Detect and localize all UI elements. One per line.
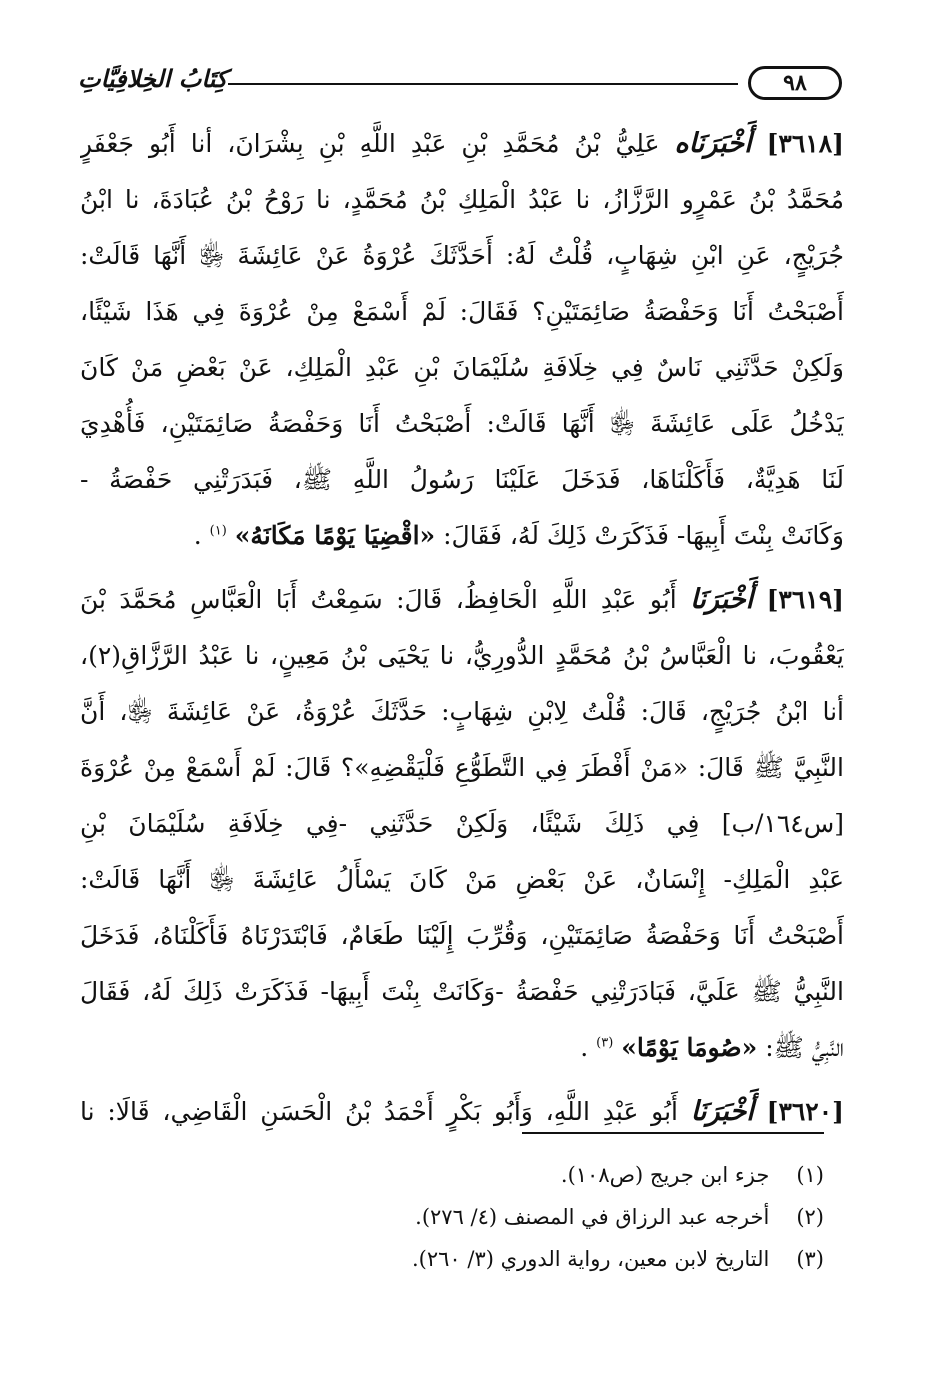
text-line: أَصْبَحْتُ أَنَا وَحَفْصَةُ صَائِمَتَيْنِ، وَقُرِّبَ إِلَيْنَا طَعَامٌ، فَابْتَدَرْنَاهُ فَأَكَلْنَاهُ، فَدَخَلَ [80, 921, 844, 950]
footnote-text: جزء ابن جريج (ص١٠٨). [560, 1163, 770, 1187]
footnote-rule [522, 1132, 824, 1134]
text-line: أَصْبَحْتُ أَنَا وَحَفْصَةُ صَائِمَتَيْنِ؟ فَقَالَ: لَمْ أَسْمَعْ مِنْ عُرْوَةَ فِي هَذَا شَيْئًا، [80, 297, 844, 326]
akhbarana-keyword: أَخْبَرَنَاه [674, 128, 752, 159]
text-line: يَعْقُوبَ، نا الْعَبَّاسُ بْنُ مُحَمَّدٍ الدُّورِيُّ، نا يَحْيَى بْنُ مَعِينٍ، نا عَبْدُ الرَّزَّاقِ(٢)، [80, 641, 844, 670]
hadith-paragraph-3619 [80, 572, 844, 1076]
text-line: عَبْدِ الْمَلِكِ- إِنْسَانٌ، عَنْ بَعْضِ مَنْ كَانَ يَسْأَلُ عَائِشَةَ ﵂ أَنَّهَا قَالَتْ: [80, 865, 844, 894]
line-text: وَكَانَتْ بِنْتَ أَبِيهَا- فَذَكَرَتْ ذَلِكَ لَهُ، فَقَالَ: [435, 521, 844, 550]
line-text: . [580, 1033, 589, 1062]
line-text: عَلِيُّ بْنُ مُحَمَّدِ بْنِ عَبْدِ اللَّهِ بْنِ بِشْرَانَ، أنا أَبُو جَعْفَرٍ [80, 129, 660, 158]
text-line [80, 572, 844, 628]
footnote-item [184, 1196, 824, 1238]
line-text: أَبُو عَبْدِ اللَّهِ الْحَافِظُ، قَالَ: سَمِعْتُ أَبَا الْعَبَّاسِ مُحَمَّدَ بْنَ [80, 585, 677, 614]
footnote-number: (١) [796, 1163, 824, 1187]
footnote-ref: (٣) [596, 1035, 614, 1051]
text-line: وَلَكِنْ حَدَّثَنِي نَاسٌ فِي خِلَافَةِ سُلَيْمَانَ بْنِ عَبْدِ الْمَلِكِ، عَنْ بَعْضِ مَنْ كَانَ [80, 353, 844, 382]
footnote-item [184, 1154, 824, 1196]
hadith-quote: «صُومَا يَوْمًا» [621, 1033, 758, 1062]
page-number: ٩٨ [783, 70, 807, 96]
footnote-number: (٢) [796, 1205, 824, 1229]
line-text: أَبُو عَبْدِ اللَّهِ، وَأَبُو بَكْرٍ أَحْمَدُ بْنُ الْحَسَنِ الْقَاضِي، قَالَا: نا [80, 1097, 678, 1126]
hadith-paragraph-3618 [80, 116, 844, 564]
hadith-quote: «اقْضِيَا يَوْمًا مَكَانَهُ» [234, 521, 436, 550]
footnotes [184, 1154, 824, 1280]
line-text: . [193, 521, 202, 550]
footnote-ref: (١) [209, 523, 227, 539]
text-line [80, 1020, 844, 1076]
hadith-number: [٣٦١٨] [766, 129, 844, 158]
text-line [80, 508, 844, 564]
text-line: النَّبِيَّ ﷺ قَالَ: «مَنْ أَفْطَرَ فِي التَّطَوُّعِ فَلْيَقْضِهِ»؟ قَالَ: لَمْ أَسْمَعْ مِنْ عُرْوَةَ [80, 753, 844, 782]
page-header [78, 62, 842, 106]
text-line: لَنَا هَدِيَّةٌ، فَأَكَلْنَاهَا، فَدَخَلَ عَلَيْنَا رَسُولُ اللَّهِ ﷺ، فَبَدَرَتْنِي حَفْصَةُ - [80, 465, 844, 494]
footnote-text: التاريخ لابن معين، رواية الدوري (٣/ ٢٦٠). [411, 1247, 770, 1271]
text-line: مُحَمَّدُ بْنُ عَمْرٍو الرَّزَّازُ، نا عَبْدُ الْمَلِكِ بْنُ مُحَمَّدٍ، نا رَوْحُ بْنُ عُبَادَةَ، نا ابْنُ [80, 185, 844, 214]
text-line: جُرَيْجٍ، عَنِ ابْنِ شِهَابٍ، قُلْتُ لَهُ: أَحَدَّثَكَ عُرْوَةُ عَنْ عَائِشَةَ ﵂ أَنَّهَا قَالَتْ: [80, 241, 844, 270]
hadith-number: [٣٦٢٠] [766, 1097, 844, 1126]
book-title: كِتَابُ الخِلافِيَّاتِ [78, 64, 228, 93]
footnote-item [184, 1238, 824, 1280]
text-line [80, 116, 844, 172]
page-number-badge [748, 66, 842, 100]
line-text: النَّبِيُّ ﷺ: [757, 1033, 844, 1062]
akhbarana-keyword: أَخْبَرَنَا [690, 1096, 754, 1127]
footnote-number: (٣) [796, 1247, 824, 1271]
text-line: [س١٦٤/ب] فِي ذَلِكَ شَيْئًا، وَلَكِنْ حَدَّثَنِي -فِي خِلَافَةِ سُلَيْمَانَ بْنِ [80, 809, 844, 838]
akhbarana-keyword: أَخْبَرَنَا [690, 584, 754, 615]
header-rule [228, 83, 738, 85]
hadith-number: [٣٦١٩] [766, 585, 844, 614]
text-line: النَّبِيُّ ﷺ عَلَيَّ، فَبَادَرَتْنِي حَفْصَةُ -وَكَانَتْ بِنْتَ أَبِيهَا- فَذَكَرَتْ ذَلِكَ لَهُ، فَقَالَ [80, 977, 844, 1006]
main-text [80, 116, 844, 1148]
footnote-text: أخرجه عبد الرزاق في المصنف (٤/ ٢٧٦). [415, 1205, 770, 1229]
text-line: أنا ابْنُ جُرَيْجٍ، قَالَ: قُلْتُ لِابْنِ شِهَابٍ: حَدَّثَكَ عُرْوَةُ، عَنْ عَائِشَةَ ﵂، أَنَّ [80, 697, 844, 726]
text-line: يَدْخُلُ عَلَى عَائِشَةَ ﵂ أَنَّهَا قَالَتْ: أَصْبَحْتُ أَنَا وَحَفْصَةُ صَائِمَتَيْنِ، فَأُهْدِيَ [80, 409, 844, 438]
